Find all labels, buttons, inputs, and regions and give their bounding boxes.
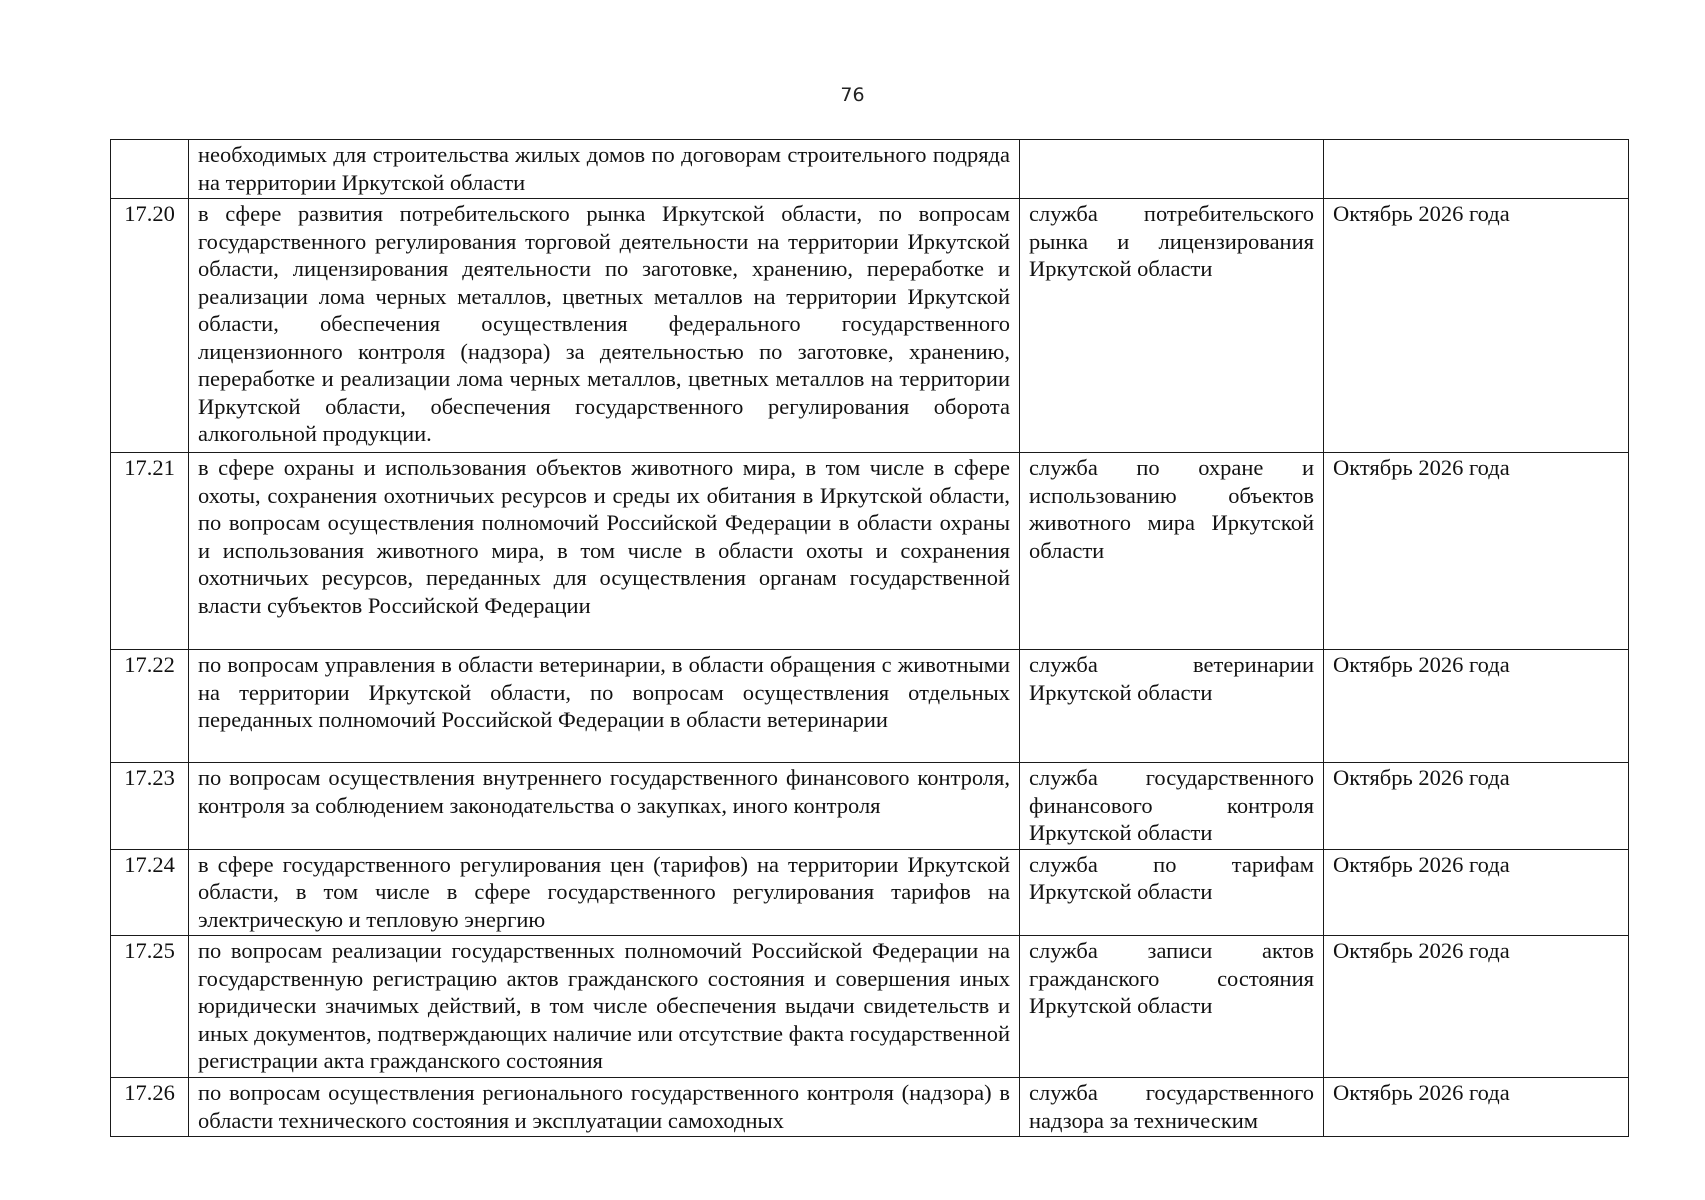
row-number-cell: 17.25 [111,936,189,1078]
row-number-cell: 17.24 [111,849,189,936]
row-number-cell: 17.26 [111,1078,189,1137]
agency-cell: служба записи актов гражданского состояния Иркутской области [1020,936,1324,1078]
table-row [111,453,1629,650]
table-row [111,650,1629,763]
description-cell: по вопросам реализации государственных полномочий Российской Федерации на государственную регистрацию актов гражданского состояния и совершения иных юридически значимых действий, в том числе обеспечения выдачи свидетельств и иных документов, подтверждающих наличие или отсутствие факта государственной регистрации акта гражданского состояния [189,936,1020,1078]
description-cell: в сфере государственного регулирования цен (тарифов) на территории Иркутской области, в том числе в сфере государственного регулирования тарифов на электрическую и тепловую энергию [189,849,1020,936]
agency-cell [1020,140,1324,199]
row-number-cell [111,140,189,199]
deadline-cell: Октябрь 2026 года [1324,650,1629,763]
deadline-cell: Октябрь 2026 года [1324,763,1629,850]
deadline-cell: Октябрь 2026 года [1324,1078,1629,1137]
page-number: 76 [840,84,865,106]
deadline-cell: Октябрь 2026 года [1324,453,1629,650]
description-cell: по вопросам осуществления внутреннего государственного финансового контроля, контроля за соблюдением законодательства о закупках, иного контроля [189,763,1020,850]
deadline-cell: Октябрь 2026 года [1324,936,1629,1078]
document-table [110,139,1629,1137]
deadline-cell: Октябрь 2026 года [1324,849,1629,936]
description-cell: в сфере развития потребительского рынка Иркутской области, по вопросам государственного регулирования торговой деятельности на территории Иркутской области, лицензирования деятельности по заготовке, хранению, переработке и реализации лома черных металлов, цветных металлов на территории Иркутской области, обеспечения осуществления федерального государственного лицензионного контроля (надзора) за деятельностью по заготовке, хранению, переработке и реализации лома черных металлов, цветных металлов на территории Иркутской области, обеспечения государственного регулирования оборота алкогольной продукции. [189,199,1020,453]
row-number-cell: 17.23 [111,763,189,850]
table-row [111,199,1629,453]
agency-cell: служба государственного финансового контроля Иркутской области [1020,763,1324,850]
agency-cell: служба государственного надзора за техническим [1020,1078,1324,1137]
row-number-cell: 17.20 [111,199,189,453]
deadline-cell: Октябрь 2026 года [1324,199,1629,453]
description-cell: по вопросам управления в области ветеринарии, в области обращения с животными на территории Иркутской области, по вопросам осуществления отдельных переданных полномочий Российской Федерации в области ветеринарии [189,650,1020,763]
description-cell: необходимых для строительства жилых домов по договорам строительного подряда на территории Иркутской области [189,140,1020,199]
table-row [111,763,1629,850]
row-number-cell: 17.21 [111,453,189,650]
row-number-cell: 17.22 [111,650,189,763]
deadline-cell [1324,140,1629,199]
agency-cell: служба по тарифам Иркутской области [1020,849,1324,936]
table-row [111,1078,1629,1137]
agency-cell: служба потребительского рынка и лицензирования Иркутской области [1020,199,1324,453]
table-row [111,140,1629,199]
table-row [111,936,1629,1078]
table-row [111,849,1629,936]
agency-cell: служба ветеринарии Иркутской области [1020,650,1324,763]
description-cell: в сфере охраны и использования объектов животного мира, в том числе в сфере охоты, сохранения охотничьих ресурсов и среды их обитания в Иркутской области, по вопросам осуществления полномочий Российской Федерации в области охраны и использования животного мира, в том числе в области охоты и сохранения охотничьих ресурсов, переданных для осуществления органам государственной власти субъектов Российской Федерации [189,453,1020,650]
description-cell: по вопросам осуществления регионального государственного контроля (надзора) в области технического состояния и эксплуатации самоходных [189,1078,1020,1137]
agency-cell: служба по охране и использованию объектов животного мира Иркутской области [1020,453,1324,650]
